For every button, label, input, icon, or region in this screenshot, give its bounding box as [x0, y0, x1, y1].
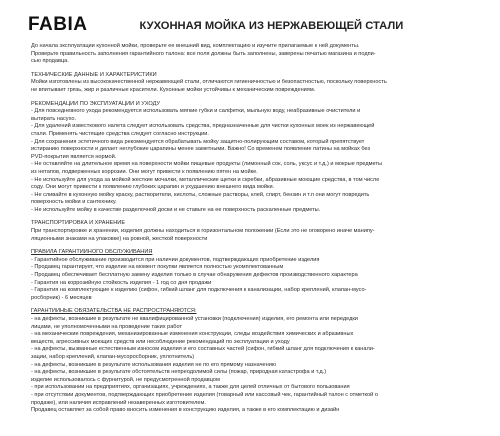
section-heading: ГАРАНТИЙНЫЕ ОБЯЗАТЕЛЬСТВА НЕ РАСПРОСТРАНЯЮТСЯ: [31, 308, 197, 315]
section-line: При транспортировке и хранении, изделия должны находиться в горизонтальном положении (Если это не оговорено иначе манипу- [31, 228, 375, 235]
section-heading: ТРАНСПОРТИРОВКА И ХРАНЕНИЕ [31, 220, 126, 227]
intro-line: До начала эксплуатации кухонной мойки, проверьте ее внешний вид, комплектацию и изучите прилагаемые к ней документы. [31, 43, 360, 49]
intro-line: сью продавца. [31, 58, 69, 65]
section-heading: ТЕХНИЧЕСКИЕ ДАННЫЕ И ХАРАКТЕРИСТИКИ [31, 71, 157, 78]
section-line: PVD-покрытия является нормой. [31, 153, 117, 160]
section-line: Мойки изготовлены из высококачественной нержавеющей стали, отличаются гигиеничностью и безопастностью, поскольку поверхность [31, 79, 387, 86]
section-line: - при отсутствии документов, подтверждающих приобретение изделия (товарный или кассовый чек, гарантийный талон с отметкой о [31, 391, 378, 398]
section-line: - на дефекты, возникшие в результате не квалифицированной установки (подключения) изделия, его ремонта или передедки [31, 316, 358, 322]
section-line: - на дефекты, вызванные естественным износом изделия и его составных частей (сифон, гибкий шланг для подключения к канали- [31, 346, 375, 353]
section-line: соду. Они могут привести к появлению глубоких царапин и ухудшению внешнего вида мойки. [31, 184, 275, 191]
section-line: - Не используйте мойку в качестве разделочной доски и не ставьте на ее поверхность раскаленные предметы. [31, 206, 321, 213]
brand-logo: FABIA [28, 14, 88, 35]
section-line: веществ, агрессивных моющих средств или несоблюдение рекомендаций по эксплуатации и уходу [31, 338, 290, 345]
section-line: из нетапов, подверженных коррозии. Они могут привести к появлению пятен на мойке. [31, 168, 258, 175]
section-line: зации, набор креплений, клапан-мусоросборник, уплотнитель) [31, 353, 195, 360]
section-line: - Не оставляйте на длительное время на поверхности мойки пищевые продукты (лимонный сок, соль, уксус и т.д.) и мокрые предметы [31, 161, 383, 168]
page-header [28, 10, 484, 35]
section-line: - на дефекты, возникшие в результате использования изделия не по его прямому назначению [31, 361, 277, 368]
section-line: - Продавец гарантирует, что изделие на момент покупки является полностью укомплектованным [31, 264, 284, 271]
section-line: изделие использовалось с фурнитурой, не предусмотренной продавцом [31, 376, 220, 383]
document-body [31, 43, 484, 415]
section-line: истиранию поверхности и делает неглубокие царапины менее заметными. Важно! Со временем появление патины на мойках без [31, 146, 371, 153]
section-line: стали. Применять чистящие средства следует согласно инструкции. [31, 130, 209, 137]
section-heading: ПРАВИЛА ГАРАНТИЙНОГО ОБСЛУЖИВАНИЯ [31, 249, 153, 256]
section-line: - Продавец обеспечивает бесплатную замену изделия только в случае обнаружения дефектов производственного характера [31, 272, 358, 279]
section-line: - Гарантия на коррозийную стойкость изделия - 1 год со дня продажи [31, 279, 212, 286]
section-line: - Для сохранения эстетичного вида рекомендуется обрабатывать мойку защитно-полирующим составом, который препятствует [31, 138, 365, 145]
section-line: - на механические повреждения, механизированные изменения конструкции, следы воздействия химических и абразивных [31, 331, 354, 338]
section-heading: РЕКОМЕНДАЦИИ ПО ЭКСПЛУАТАЦИИ И УХОДУ [31, 100, 161, 107]
section-line: - Не используйте для ухода за мойкой жесткие мочалки, металлические щетки и скребки, абразивные моющие средства, в том числе [31, 176, 380, 183]
section-line: вытирать насухо. [31, 115, 77, 122]
section-line: - на дефекты, возникшие в результате обстоятельств непреодолимой силы (пожар, природная катастрофа и т.д.) [31, 369, 327, 376]
page-title: КУХОННАЯ МОЙКА ИЗ НЕРЖАВЕЮЩЕЙ СТАЛИ [139, 19, 404, 32]
section-line: росборник) - 6 месяцев [31, 294, 92, 301]
section-line: лицами, не уполномоченными на проведение таких работ [31, 323, 183, 330]
section-line: - Гарантийное обслуживание производится при наличии документов, подтверждающих приобретение изделия [31, 256, 320, 263]
section-line: не впитывает грязь, жир и различные красители. Кухонные мойки устойчивы к механическим повреждениям. [31, 86, 316, 93]
section-line: Продавец оставляет за собой право вносить изменения в конструкцию изделия, а также в его комплектацию и дизайн [31, 407, 340, 414]
section-line: ляционными знаками на упаковке) на ровной, жесткой поверхности [31, 235, 208, 242]
section-line: - Гарантия на комплектующие к изделию (сифон, гибкий шланг для подключения к канализации, набор креплений, клапан-мусо- [31, 287, 367, 294]
intro-line: Проверьте правильность заполнения гарантийного талона: все поля должны быть заполнены, заверены печатью магазина и подпи- [31, 50, 376, 57]
section-line: - Не сливайте в кухонную мойку краску, растворители, кислоты, сложные растворы, клей, спирт, бензин и т.п они могут повредить [31, 191, 370, 198]
section-line: - Для удалений известкового налета следует использовать средства, предназначенные для чистки кухонных моек из нержавеющей [31, 123, 375, 130]
section-line: продаже), или наличия исправлений незаверенных изготовителем. [31, 399, 206, 406]
section-line: поверхность мойки и сантехнику. [31, 199, 117, 206]
section-line: - Для повседневного ухода рекомендуется использовать мягкие губки и салфетки, мыльную воду, неабразивные очистители и [31, 108, 361, 115]
section-line: - при использовании на предприятиях, организациях, учреждениях, а также для целей отличных от бытового пользования [31, 384, 350, 391]
